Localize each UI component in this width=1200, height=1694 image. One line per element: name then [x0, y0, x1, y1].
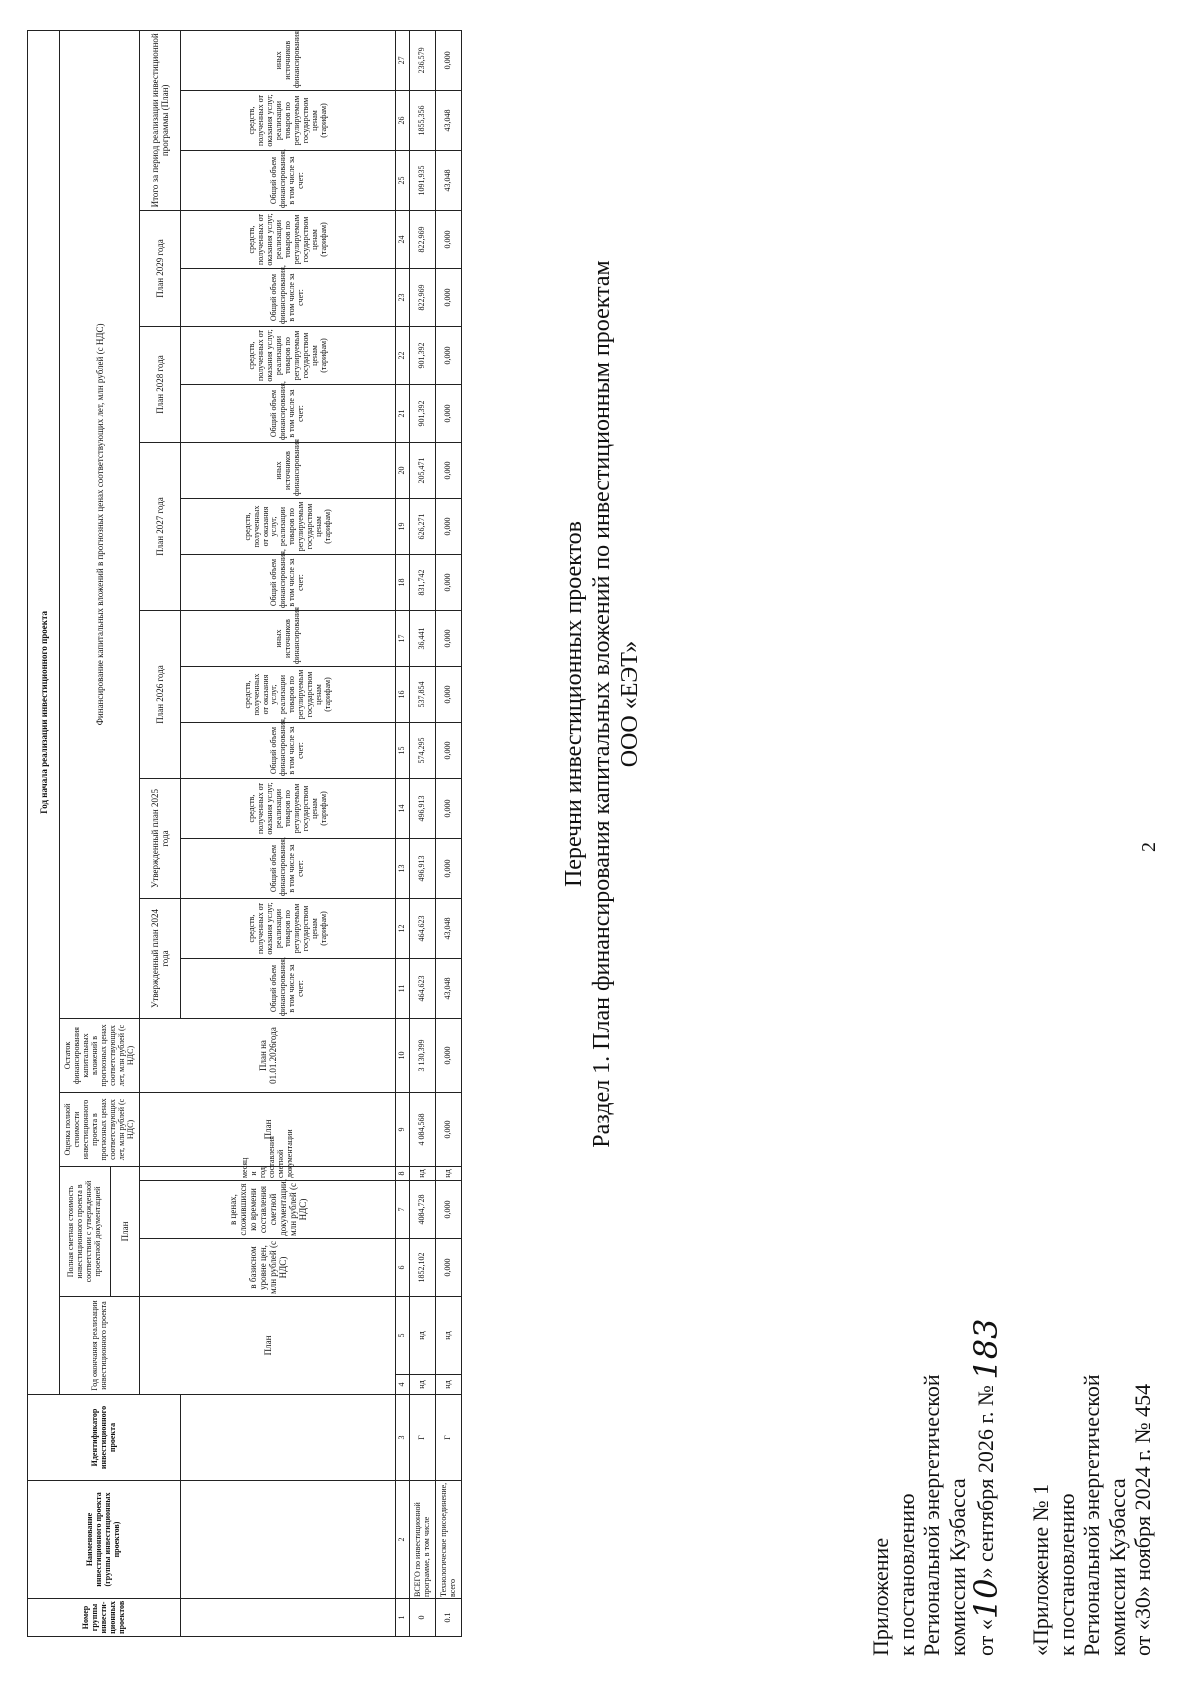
row-value: 1855,356 [410, 91, 436, 151]
column-number: 8 [396, 1167, 410, 1181]
row-value: 236,579 [410, 30, 436, 90]
header-total-fin: Общий объем финансирования, в том числе за счет: [181, 555, 396, 611]
appendix-line: от «30» ноября 2024 г. № 454 [1130, 1383, 1156, 1656]
row-value: 36,441 [410, 611, 436, 667]
header-leading-blank [181, 1395, 396, 1481]
row-value: 901,392 [410, 327, 436, 385]
row-value: 464,623 [410, 899, 436, 959]
header-other: иных источников финансирования [181, 443, 396, 499]
column-number: 5 [396, 1297, 410, 1375]
header-id: Идентификатор инвестиционного проекта [28, 1395, 181, 1481]
header-other: иных источников финансирования [181, 611, 396, 667]
row-value: 464,623 [410, 959, 436, 1019]
row-value: 0,000 [436, 555, 462, 611]
header-end-year-plan: План [140, 1297, 396, 1395]
header-estimate: Оценка полной стоимости инвестиционного проекта в прогнозных ценах соответствующих лет, млн рублей (с НДС) [60, 1093, 140, 1167]
column-number: 13 [396, 839, 410, 899]
header-regulated: средств, полученных от оказания услуг, реализации товаров по регулируемым государством ценам (тарифам) [181, 211, 396, 269]
column-number: 27 [396, 30, 410, 90]
appendix-block [868, 1056, 1156, 1656]
column-number: 3 [396, 1395, 410, 1481]
header-total-fin: Общий объем финансирования, в том числе за счет: [181, 839, 396, 899]
row-value: нд [410, 1297, 436, 1375]
column-number: 25 [396, 151, 410, 211]
column-number: 20 [396, 443, 410, 499]
column-number: 26 [396, 91, 410, 151]
header-other: иных источников финансирования [181, 30, 396, 90]
header-leading-blank [181, 1481, 396, 1599]
table-row [436, 30, 462, 1636]
header-base-prices: в базисном уровне цен, млн рублей (с НДС) [140, 1239, 396, 1297]
row-value: 43,048 [436, 899, 462, 959]
column-number: 16 [396, 667, 410, 723]
row-value: 626,271 [410, 499, 436, 555]
row-value: 822,969 [410, 211, 436, 269]
row-id: Г [410, 1395, 436, 1481]
header-estimate-plan: План [140, 1093, 396, 1167]
header-plan-2027: План 2027 года [140, 443, 181, 611]
row-value: нд [436, 1375, 462, 1395]
table-row [410, 30, 436, 1636]
column-number: 24 [396, 211, 410, 269]
header-start-year: Год начала реализации инвестиционного проекта [28, 30, 60, 1394]
row-value: 0,000 [436, 1181, 462, 1239]
row-value: 1852,102 [410, 1239, 436, 1297]
row-value: 0,000 [436, 211, 462, 269]
title-company: ООО «ЕЭТ» [617, 640, 644, 768]
header-total-fin: Общий объем финансирования, в том числе за счет: [181, 723, 396, 779]
column-number: 2 [396, 1481, 410, 1599]
header-group-no: Номер группы инвести-ционных проектов [28, 1599, 181, 1637]
header-total-fin: Общий объем финансирования, в том числе за счет: [181, 385, 396, 443]
header-remaining: Остаток финансирования капитальных вложений в прогнозных ценах соответствующих лет, млн рублей (с НДС) [60, 1019, 140, 1093]
column-number: 1 [396, 1599, 410, 1637]
appendix-line: Региональной энергетической [919, 1374, 945, 1656]
row-value: 205,471 [410, 443, 436, 499]
handwritten-number: 183 [967, 1318, 1006, 1380]
title-list: Перечни инвестиционных проектов [561, 520, 587, 888]
header-name: Наименование инвестиционного проекта (группы инвестиционных проектов) [28, 1481, 181, 1599]
row-value: 0,000 [436, 611, 462, 667]
header-full-cost: Полная сметная стоимость инвестиционного проекта в соответствии с утвержденной проектной документацией [60, 1167, 111, 1297]
row-value: 0,000 [436, 443, 462, 499]
header-total: Итого за период реализации инвестиционной программы (План) [140, 30, 181, 210]
appendix-date-line [967, 1056, 1006, 1656]
row-value: 0,000 [436, 269, 462, 327]
column-number: 18 [396, 555, 410, 611]
header-plan-2029: План 2029 года [140, 211, 181, 327]
appendix-line: Приложение [868, 1537, 893, 1656]
row-value: 0,000 [436, 779, 462, 839]
row-value: нд [410, 1167, 436, 1181]
row-value: 43,048 [436, 91, 462, 151]
row-group: 0 [410, 1599, 436, 1637]
row-value: 4 084,568 [410, 1093, 436, 1167]
column-number: 19 [396, 499, 410, 555]
column-number: 7 [396, 1181, 410, 1239]
row-value: 822,969 [410, 269, 436, 327]
row-value: нд [436, 1167, 462, 1181]
row-value: 831,742 [410, 555, 436, 611]
row-value: 496,913 [410, 839, 436, 899]
row-name: ВСЕГО по инвестиционной программе, в том числе [410, 1481, 436, 1599]
header-regulated: средств, полученных от оказания услуг, реализации товаров по регулируемым государством ценам (тарифам) [181, 899, 396, 959]
header-leading-blank [181, 1599, 396, 1637]
header-plan-2026: План 2026 года [140, 611, 181, 779]
header-total-fin: Общий объем финансирования, в том числе за счет: [181, 959, 396, 1019]
row-value: 901,392 [410, 385, 436, 443]
row-value: 0,000 [436, 723, 462, 779]
row-value: нд [410, 1375, 436, 1395]
appendix-date-mid: » сентября 2026 г. № [973, 1385, 999, 1579]
title-section: Раздел 1. План финансирования капитальных вложений по инвестиционным проектам [589, 260, 616, 1148]
column-number: 12 [396, 899, 410, 959]
row-name: Технологическое присоединение, всего [436, 1481, 462, 1599]
appendix-date-prefix: от « [973, 1619, 999, 1656]
row-value: 496,913 [410, 779, 436, 839]
header-approved-2025: Утвержденный план 2025 года [140, 779, 181, 899]
appendix-line: комиссии Кузбасса [944, 1478, 970, 1656]
row-value: 4084,728 [410, 1181, 436, 1239]
row-value: нд [436, 1297, 462, 1375]
row-value: 0,000 [436, 839, 462, 899]
row-value: 43,048 [436, 959, 462, 1019]
column-number: 9 [396, 1093, 410, 1167]
header-plan: План [111, 1167, 140, 1297]
header-regulated: средств, полученных от оказания услуг, реализации товаров по регулируемым государством ценам (тарифам) [181, 667, 396, 723]
page-number: 2 [1138, 842, 1160, 852]
header-total-fin: Общий объем финансирования, в том числе за счет: [181, 269, 396, 327]
row-value: 537,854 [410, 667, 436, 723]
header-regulated: средств, полученных от оказания услуг, реализации товаров по регулируемым государством ценам (тарифам) [181, 91, 396, 151]
column-number: 4 [396, 1375, 410, 1395]
row-value: 1091,935 [410, 151, 436, 211]
header-regulated: средств, полученных от оказания услуг, реализации товаров по регулируемым государством ценам (тарифам) [181, 499, 396, 555]
row-value: 0,000 [436, 667, 462, 723]
header-regulated: средств, полученных от оказания услуг, реализации товаров по регулируемым государством ценам (тарифам) [181, 779, 396, 839]
row-value: 43,048 [436, 151, 462, 211]
row-value: 0,000 [436, 1239, 462, 1297]
header-month-year: месяц и год составления сметной документации [140, 1167, 396, 1181]
header-total-fin: Общий объем финансирования, в том числе за счет: [181, 151, 396, 211]
row-value: 3 130,399 [410, 1019, 436, 1093]
header-financing: Финансирование капитальных вложений в прогнозных ценах соответствующих лет, млн рублей (с НДС) [60, 30, 140, 1018]
column-number: 22 [396, 327, 410, 385]
row-value: 0,000 [436, 499, 462, 555]
row-value: 0,000 [436, 385, 462, 443]
appendix-line: к постановлению [893, 1493, 919, 1656]
row-value: 0,000 [436, 1093, 462, 1167]
column-number: 17 [396, 611, 410, 667]
appendix-line: комиссии Кузбасса [1104, 1478, 1130, 1656]
column-number: 14 [396, 779, 410, 839]
column-number: 21 [396, 385, 410, 443]
row-value: 0,000 [436, 30, 462, 90]
appendix-line: к постановлению [1053, 1493, 1079, 1656]
appendix-line: «Приложение № 1 [1028, 1483, 1054, 1656]
column-number: 10 [396, 1019, 410, 1093]
header-approved-2024: Утвержденный план 2024 года [140, 899, 181, 1019]
appendix-line: Региональной энергетической [1079, 1374, 1105, 1656]
column-number: 11 [396, 959, 410, 1019]
header-plan-2028: План 2028 года [140, 327, 181, 443]
header-end-year: Год окончания реализации инвестиционного проекта [60, 1297, 140, 1395]
column-number: 15 [396, 723, 410, 779]
row-id: Г [436, 1395, 462, 1481]
column-number: 6 [396, 1239, 410, 1297]
header-current-prices: в ценах, сложившихся ко времени составления сметной документации, млн рублей (с НДС) [140, 1181, 396, 1239]
spacer [1002, 1056, 1028, 1656]
header-plan-date: План на 01.01.2026года [140, 1019, 396, 1093]
column-number: 23 [396, 269, 410, 327]
header-regulated: средств, полученных от оказания услуг, реализации товаров по регулируемым государством ценам (тарифам) [181, 327, 396, 385]
row-value: 0,000 [436, 1019, 462, 1093]
row-value: 574,295 [410, 723, 436, 779]
row-value: 0,000 [436, 327, 462, 385]
titles-block [560, 254, 644, 1154]
handwritten-day: 10 [967, 1578, 1006, 1620]
row-group: 0.1 [436, 1599, 462, 1637]
investment-table [27, 31, 462, 1637]
